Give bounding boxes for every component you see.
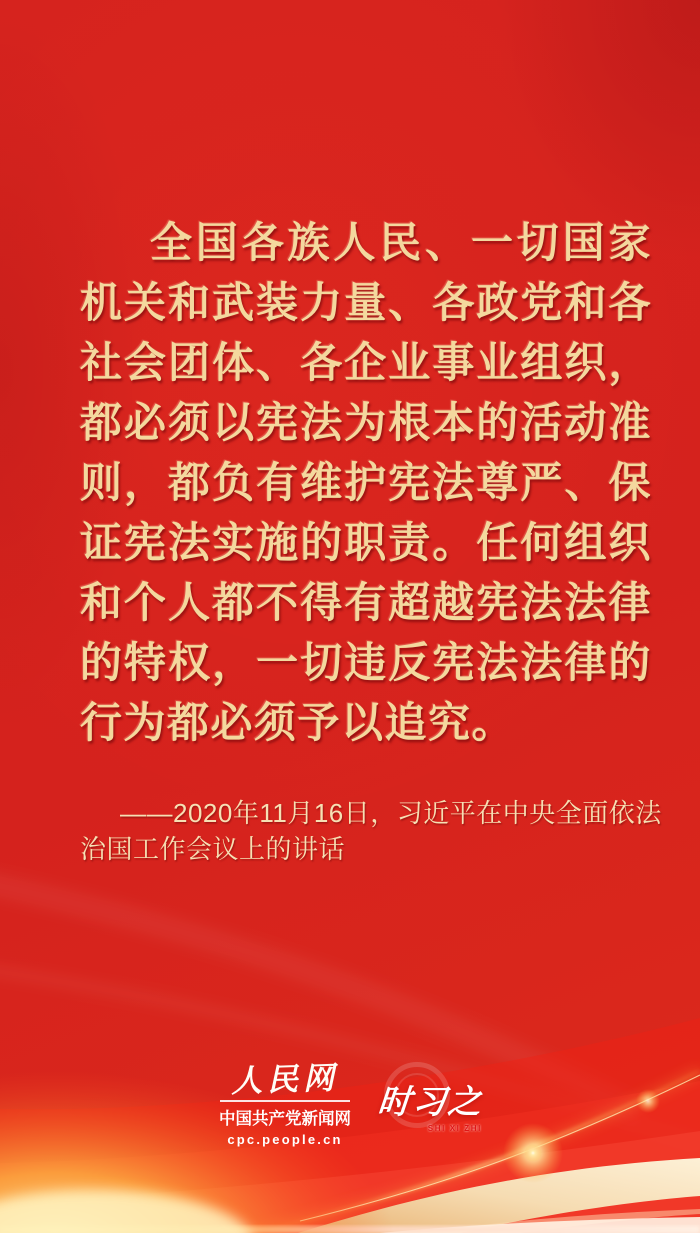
shixizhi-romanized: SHI XI ZHI	[427, 1124, 482, 1133]
quote-text: 全国各族人民、一切国家机关和武装力量、各政党和各社会团体、各企业事业组织，都必须以宪法为根本的活动准则，都负有维护宪法尊严、保证宪法实施的职责。任何组织和个人都不得有超越宪法法律的特权，一切违反宪法法律的行为都必须予以追究。	[80, 219, 652, 746]
footer-logos	[0, 1062, 700, 1147]
logo-divider-line	[220, 1100, 350, 1102]
cpc-news-domain: cpc.people.cn	[227, 1132, 343, 1147]
shixizhi-logo	[376, 1076, 485, 1133]
shixizhi-wordmark: 时习之	[376, 1083, 485, 1120]
people-network-script-logo: 人民网	[230, 1060, 340, 1099]
cpc-news-site-name: 中国共产党新闻网	[219, 1110, 351, 1128]
light-streaks-decoration	[0, 813, 700, 1233]
people-daily-online-logo	[218, 1062, 352, 1147]
quote-attribution: ——2020年11月16日，习近平在中央全面依法治国工作会议上的讲话	[80, 798, 662, 864]
